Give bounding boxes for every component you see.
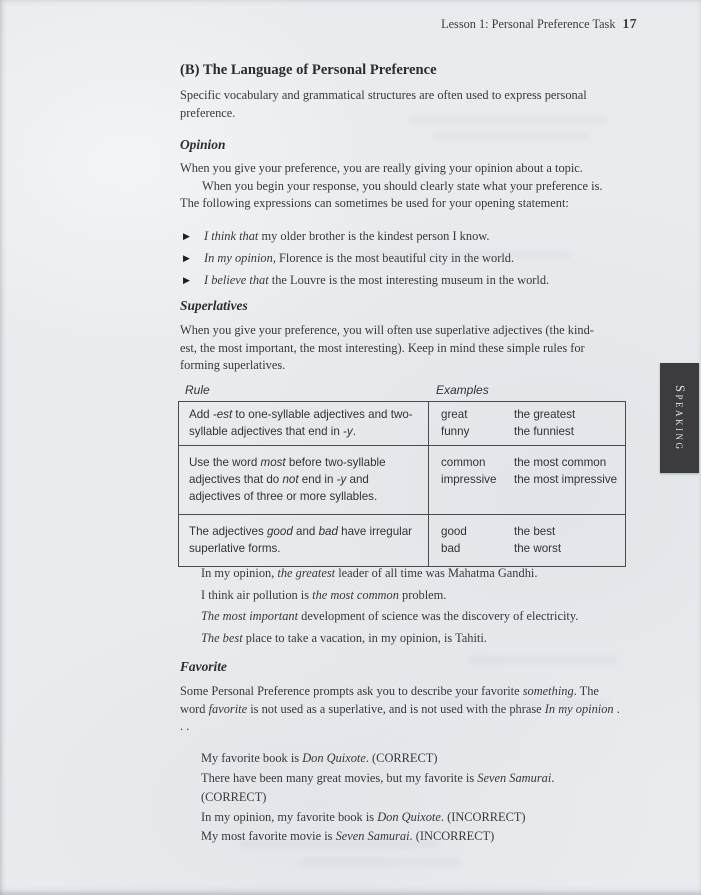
bullet-text: In my opinion, Florence is the most beautiful city in the world. (204, 251, 515, 265)
bullet-arrow-icon: ▶ (183, 231, 190, 241)
examples-cell (429, 446, 625, 514)
favorite-example-line: In my opinion, my favorite book is Don Quixote. (INCORRECT) (201, 809, 526, 824)
example-sentence: In my opinion, the greatest leader of all time was Mahatma Gandhi. (201, 566, 538, 580)
example-sentence: The best place to take a vacation, in my opinion, is Tahiti. (201, 630, 487, 645)
example-superlative: the most impressive (514, 473, 618, 486)
favorite-example-line: My favorite book is Don Quixote. (CORRECT) (201, 751, 438, 765)
show-through-ghosting (240, 840, 440, 848)
superlatives-intro-line: forming superlatives. (180, 358, 286, 372)
example-word: good (441, 525, 467, 538)
bullet-arrow-icon: ▶ (183, 253, 190, 263)
table-row (179, 445, 625, 514)
favorite-example-list (201, 749, 554, 847)
example-superlative: the most common (514, 456, 607, 469)
bullet-arrow-icon: ▶ (183, 275, 190, 285)
example-sentence: The most important development of science was the discovery of electricity. (201, 609, 579, 623)
section-title: (B) The Language of Personal Preference (180, 62, 437, 78)
rule-cell: The adjectives good and bad have irregular superlative forms. (179, 515, 429, 566)
examples-cell (429, 402, 625, 445)
example-word: great (441, 408, 468, 421)
show-through-ghosting (408, 116, 608, 124)
favorite-example-line: There have been many great movies, but my favorite is Seven Samurai. (201, 770, 555, 785)
show-through-ghosting (432, 132, 590, 140)
running-head-title: Lesson 1: Personal Preference Task (441, 17, 616, 31)
speaking-tab-label: Speaking (673, 384, 687, 452)
example-superlative: the funniest (514, 425, 574, 438)
section-intro: Specific vocabulary and grammatical structures are often used to express personal preference. (180, 88, 587, 120)
opinion-para-1: When you give your preference, you are really giving your opinion about a topic. (180, 161, 583, 175)
superlatives-heading: Superlatives (180, 298, 248, 313)
rule-cell: Use the word most before two-syllable adjectives that do not end in -y and adjectives of three or more syllables. (179, 446, 429, 514)
example-superlative: the worst (514, 542, 562, 555)
table-row (179, 514, 625, 566)
example-word: common (441, 456, 486, 469)
running-head (441, 16, 637, 32)
superlatives-intro-line: When you give your preference, you will often use superlative adjectives (the kind- (180, 323, 594, 337)
opinion-paragraph (180, 160, 620, 213)
favorite-intro: Some Personal Preference prompts ask you to describe your favorite something. The word favorite is not used as a superlative, and is not used with the phrase In my opinion . . . (180, 684, 620, 733)
example-word: funny (441, 425, 470, 438)
page-number: 17 (622, 16, 637, 31)
example-word: impressive (441, 473, 497, 486)
superlatives-table (178, 401, 626, 567)
table-row (179, 402, 625, 445)
table-column-header-rule: Rule (185, 383, 210, 397)
superlatives-intro-line: est, the most important, the most interesting). Keep in mind these simple rules for (180, 340, 585, 355)
speaking-section-tab (660, 363, 699, 473)
show-through-ghosting (468, 656, 618, 664)
superlative-example-sentences (201, 563, 578, 649)
superlatives-intro (180, 322, 594, 375)
show-through-ghosting (300, 858, 460, 866)
show-through-ghosting (440, 700, 608, 708)
show-through-ghosting (360, 251, 570, 259)
examples-cell (429, 515, 625, 566)
rule-cell: Add -est to one-syllable adjectives and two-syllable adjectives that end in -y. (179, 402, 429, 445)
opinion-para-2: When you begin your response, you should clearly state what your preference is. The following expressions can sometimes be used for your opening statement: (180, 178, 603, 210)
example-sentence: I think air pollution is the most common problem. (201, 587, 447, 602)
bullet-text: I think that my older brother is the kindest person I know. (204, 229, 490, 243)
table-column-header-examples: Examples (436, 383, 489, 397)
favorite-heading: Favorite (180, 659, 227, 674)
opinion-heading: Opinion (180, 137, 226, 152)
favorite-example-line: My most favorite movie is Seven Samurai. (INCORRECT) (201, 829, 495, 844)
favorite-example-line: (CORRECT) (201, 790, 267, 805)
example-superlative: the greatest (514, 408, 576, 421)
bullet-item (183, 225, 549, 247)
bullet-item (183, 269, 549, 291)
bullet-text: I believe that the Louvre is the most interesting museum in the world. (204, 273, 550, 287)
example-superlative: the best (514, 525, 556, 538)
example-word: bad (441, 542, 461, 555)
